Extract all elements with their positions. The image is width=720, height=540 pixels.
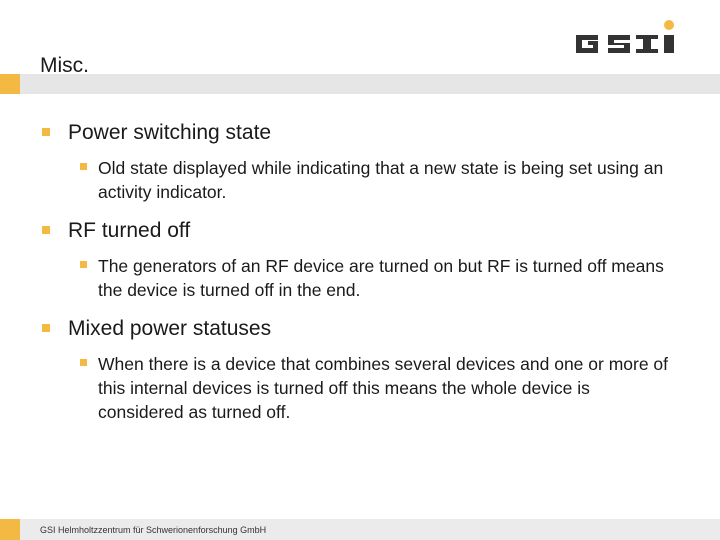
footer-accent bbox=[0, 519, 20, 540]
bullet-heading: RF turned off bbox=[68, 219, 191, 242]
list-item bbox=[40, 316, 680, 424]
slide-title: Misc. bbox=[40, 54, 89, 77]
bullet-heading: Power switching state bbox=[68, 121, 272, 144]
bullet-marker bbox=[42, 324, 50, 332]
bullet-detail: When there is a device that combines several devices and one or more of this internal devices is turned off this means the whole device is considered as turned off. bbox=[98, 354, 669, 422]
bullet-list bbox=[40, 120, 680, 438]
bullet-heading: Mixed power statuses bbox=[68, 317, 272, 340]
bullet-detail: Old state displayed while indicating that a new state is being set using an activity indicator. bbox=[98, 158, 664, 202]
sub-bullet-marker bbox=[80, 359, 87, 366]
bullet-marker bbox=[42, 128, 50, 136]
header-band bbox=[0, 74, 720, 94]
bullet-detail: The generators of an RF device are turned on but RF is turned off means the device is turned off in the end. bbox=[98, 256, 664, 300]
list-item bbox=[40, 120, 680, 204]
header-accent bbox=[0, 74, 20, 94]
gsi-logo bbox=[574, 18, 684, 58]
sub-bullet-marker bbox=[80, 261, 87, 268]
bullet-marker bbox=[42, 226, 50, 234]
sub-bullet-marker bbox=[80, 163, 87, 170]
list-item bbox=[40, 218, 680, 302]
footer-text: GSI Helmholtzzentrum für Schwerionenforschung GmbH bbox=[40, 525, 267, 535]
